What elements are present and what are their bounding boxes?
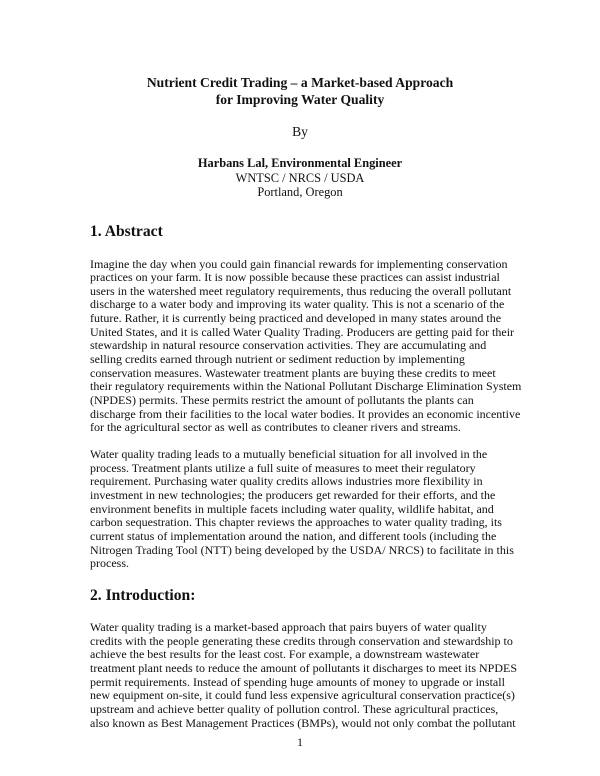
text-line: selling credits earned through nutrient or sediment reduction by implementing xyxy=(90,352,465,367)
text-line: United States, and it is called Water Quality Trading. Producers are getting paid for their xyxy=(90,324,515,339)
text-line: practices on your farm. It is now possible because these practices can assist industrial xyxy=(90,270,500,285)
text-line: Water quality trading is a market-based approach that pairs buyers of water quality xyxy=(90,619,487,634)
by-line: By xyxy=(292,124,308,139)
text-line: Imagine the day when you could gain financial rewards for implementing conservation xyxy=(90,256,508,271)
author-name: Harbans Lal, Environmental Engineer xyxy=(197,156,403,170)
title-line: for Improving Water Quality xyxy=(215,92,385,107)
author-affiliation: WNTSC / NRCS / USDA xyxy=(235,170,365,185)
text-line: Nitrogen Trading Tool (NTT) being developed by the USDA/ NRCS) to facilitate in this xyxy=(90,542,514,557)
text-line: users in the watershed meet regulatory requirements, thus reducing the overall pollutant xyxy=(90,283,512,298)
text-line: their regulatory requirements within the National Pollutant Discharge Elimination System xyxy=(90,379,522,394)
text-line: conservation measures. Wastewater treatment plants are buying these credits to meet xyxy=(90,365,496,380)
page-number: 1 xyxy=(297,735,303,749)
text-line: discharge to a water body and improving its water quality. This is not a scenario of the xyxy=(90,297,505,312)
title-line: Nutrient Credit Trading – a Market-based Approach xyxy=(146,75,454,90)
text-line: credits with the people generating these credits through conservation and stewardship to xyxy=(90,633,513,648)
section-heading-introduction: 2. Introduction: xyxy=(90,586,196,604)
text-line: (NPDES) permits. These permits restrict the amount of pollutants the plants can xyxy=(90,393,474,408)
text-line: for the agricultural sector as well as contributes to cleaner rivers and streams. xyxy=(90,420,461,435)
text-line: treatment plant needs to reduce the amount of pollutants it discharges to meet its NPDES xyxy=(90,660,518,675)
text-line: also known as Best Management Practices (BMPs), would not only combat the pollutant xyxy=(90,715,516,730)
text-line: carbon sequestration. This chapter reviews the approaches to water quality trading, its xyxy=(90,515,502,530)
text-line: discharge from their facilities to the local water bodies. It provides an economic incentive xyxy=(90,406,521,421)
text-line: investment in new technologies; the producers get rewarded for their efforts, and the xyxy=(90,488,496,502)
text-line: upstream and achieve better quality of pollution control. These agricultural practices, xyxy=(90,701,499,716)
abstract-paragraph-2 xyxy=(90,447,514,571)
text-line: new equipment on-site, it could fund less expensive agricultural conservation practice(s) xyxy=(90,688,515,703)
text-line: process. Treatment plants utilize a full suite of measures to meet their regulatory xyxy=(90,460,476,475)
text-line: Water quality trading leads to a mutually beneficial situation for all involved in the xyxy=(90,447,488,462)
author-block xyxy=(90,156,510,200)
text-line: requirement. Purchasing water quality credits allows industries more flexibility in xyxy=(90,474,483,489)
document-title xyxy=(90,74,510,108)
introduction-paragraph-1 xyxy=(90,619,518,730)
text-line: process. xyxy=(90,556,129,571)
text-line: environment benefits in multiple facets including water quality, wildlife habitat, and xyxy=(90,501,494,516)
author-location: Portland, Oregon xyxy=(257,185,343,199)
text-line: permit requirements. Instead of spending huge amounts of money to upgrade or install xyxy=(90,674,505,689)
section-heading-abstract: 1. Abstract xyxy=(90,222,163,240)
text-line: current status of implementation around the nation, and different tools (including the xyxy=(90,528,497,543)
text-line: achieve the best results for the least cost. For example, a downstream wastewater xyxy=(90,647,480,662)
text-line: future. Rather, it is currently being practiced and developed in many states around the xyxy=(90,311,502,326)
text-line: stewardship in natural resource conservation activities. They are accumulating and xyxy=(90,338,487,353)
abstract-paragraph-1 xyxy=(90,256,522,436)
